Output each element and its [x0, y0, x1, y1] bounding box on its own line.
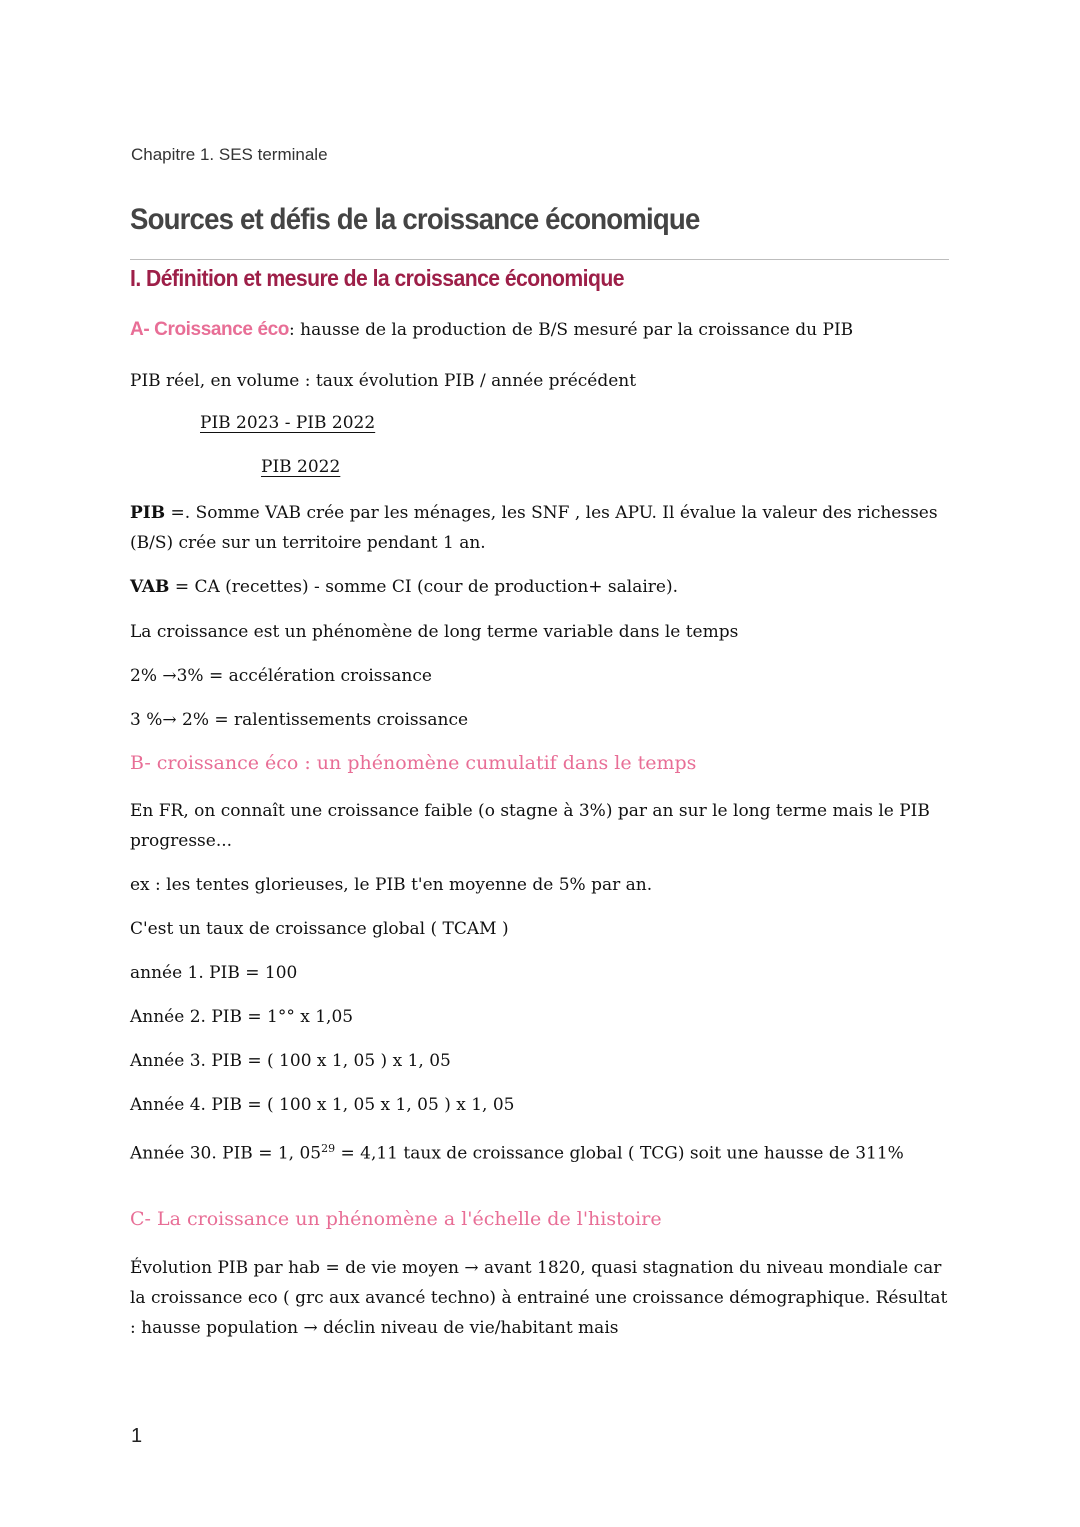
page-number: 1 [131, 1425, 143, 1447]
pib-definition-text: =. Somme VAB crée par les ménages, les SNF , les APU. Il évalue la valeur des richesses (B/S) crée sur un territoire pendant 1 an. [130, 503, 938, 553]
vab-term: VAB [130, 577, 170, 597]
fraction-numerator: PIB 2023 - PIB 2022 [200, 413, 376, 433]
paragraph-fr: En FR, on connaît une croissance faible (o stagne à 3%) par an sur le long terme mais le PIB progresse... [130, 801, 930, 851]
subsection-a-label: A- Croissance éco [130, 319, 289, 340]
page-header: Chapitre 1. SES terminale [131, 145, 328, 164]
paragraph-example: ex : les tentes glorieuses, le PIB t'en moyenne de 5% par an. [130, 875, 653, 895]
subsection-a [130, 315, 950, 345]
subsection-b: B- croissance éco : un phénomène cumulatif dans le temps [130, 752, 697, 774]
annee-1: année 1. PIB = 100 [130, 963, 298, 983]
paragraph-pib-reel: PIB réel, en volume : taux évolution PIB / année précédent [130, 371, 637, 391]
title-divider [130, 259, 949, 260]
annee-30-before: Année 30. PIB = 1, 05 [130, 1143, 322, 1164]
pib-definition [130, 498, 950, 558]
pib-term: PIB [130, 503, 166, 523]
paragraph-evolution: Évolution PIB par hab = de vie moyen → avant 1820, quasi stagnation du niveau mondiale car la croissance eco ( grc aux avancé techno) à entrainé une croissance démographique. Résultat : hausse population → déclin niveau de vie/habitant mais [130, 1258, 948, 1338]
vab-definition-text: = CA (recettes) - somme CI (cour de production+ salaire). [169, 577, 679, 597]
paragraph-long-terme: La croissance est un phénomène de long terme variable dans le temps [130, 622, 739, 642]
annee-3: Année 3. PIB = ( 100 x 1, 05 ) x 1, 05 [130, 1051, 451, 1071]
annee-30 [130, 1134, 950, 1169]
section-heading-1: I. Définition et mesure de la croissance économique [130, 265, 624, 291]
paragraph-tcam: C'est un taux de croissance global ( TCAM ) [130, 919, 509, 939]
document-title: Sources et défis de la croissance économique [130, 203, 700, 236]
subsection-a-text: : hausse de la production de B/S mesuré par la croissance du PIB [289, 320, 854, 340]
paragraph-acceleration: 2% →3% = accélération croissance [130, 666, 432, 686]
annee-30-after: = 4,11 taux de croissance global ( TCG) soit une hausse de 311% [335, 1143, 904, 1164]
fraction-denominator: PIB 2022 [261, 457, 341, 477]
paragraph-ralentissement: 3 %→ 2% = ralentissements croissance [130, 710, 469, 730]
annee-2: Année 2. PIB = 1°° x 1,05 [130, 1007, 354, 1027]
annee-4: Année 4. PIB = ( 100 x 1, 05 x 1, 05 ) x 1, 05 [130, 1095, 515, 1115]
subsection-c: C- La croissance un phénomène a l'échelle de l'histoire [130, 1208, 662, 1230]
vab-definition [130, 572, 950, 602]
annee-30-exponent: 29 [321, 1142, 336, 1155]
